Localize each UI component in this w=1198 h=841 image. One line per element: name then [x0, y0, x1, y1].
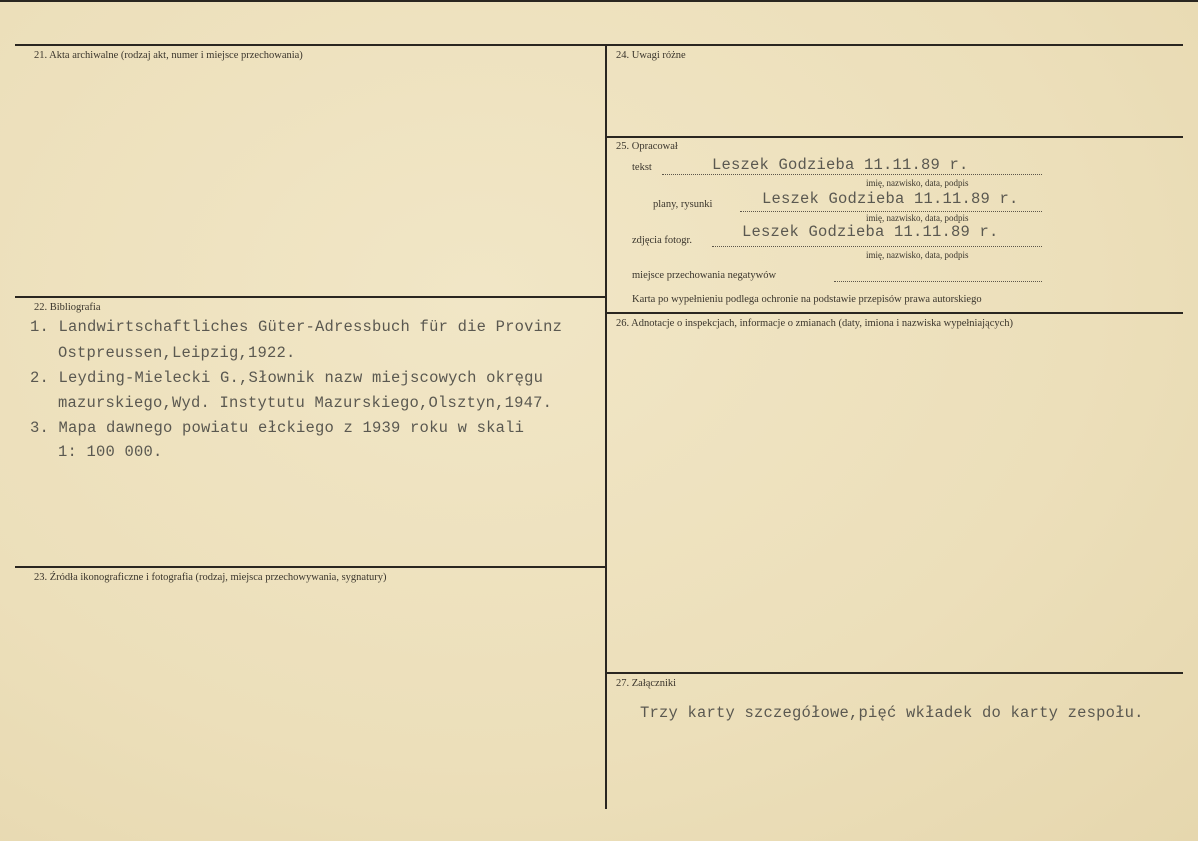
header-rule — [15, 44, 1183, 46]
plany-caption: imię, nazwisko, data, podpis — [866, 213, 969, 223]
bibliography-line: Ostpreussen,Leipzig,1922. — [58, 344, 296, 362]
section-22-label: 22. Bibliografia — [34, 302, 101, 313]
zdjecia-label: zdjęcia fotogr. — [632, 235, 693, 246]
top-border — [0, 0, 1198, 2]
bibliography-line: 3. Mapa dawnego powiatu ełckiego z 1939 roku w skali — [30, 419, 525, 437]
zdjecia-line — [712, 246, 1042, 247]
bibliography-line: mazurskiego,Wyd. Instytutu Mazurskiego,Olsztyn,1947. — [58, 394, 553, 412]
section-24-label: 24. Uwagi różne — [616, 50, 686, 61]
bibliography-line: 2. Leyding-Mielecki G.,Słownik nazw miejscowych okręgu — [30, 369, 544, 387]
rule-26-27 — [606, 672, 1183, 674]
rule-24-25 — [606, 136, 1183, 138]
zdjecia-value: Leszek Godzieba 11.11.89 r. — [742, 223, 999, 241]
section-21-label: 21. Akta archiwalne (rodzaj akt, numer i miejsce przechowania) — [34, 50, 303, 61]
plany-line — [740, 211, 1042, 212]
center-divider — [605, 44, 607, 809]
copyright-note: Karta po wypełnieniu podlega ochronie na podstawie przepisów prawa autorskiego — [632, 294, 982, 305]
tekst-label: tekst — [632, 162, 652, 173]
negatywy-label: miejsce przechowania negatywów — [632, 270, 777, 281]
tekst-value: Leszek Godzieba 11.11.89 r. — [712, 156, 969, 174]
negatywy-line — [834, 281, 1042, 282]
attachments-value: Trzy karty szczegółowe,pięć wkładek do karty zespołu. — [640, 704, 1144, 722]
tekst-line — [662, 174, 1042, 175]
tekst-caption: imię, nazwisko, data, podpis — [866, 178, 969, 188]
rule-22-23 — [15, 566, 607, 568]
bibliography-line: 1: 100 000. — [58, 443, 163, 461]
zdjecia-caption: imię, nazwisko, data, podpis — [866, 250, 969, 260]
plany-value: Leszek Godzieba 11.11.89 r. — [762, 190, 1019, 208]
section-26-label: 26. Adnotacje o inspekcjach, informacje o zmianach (daty, imiona i nazwiska wypełniających) — [616, 318, 1014, 329]
plany-label: plany, rysunki — [653, 199, 713, 210]
section-25-label: 25. Opracował — [616, 141, 678, 152]
rule-25-26 — [606, 312, 1183, 314]
section-27-label: 27. Załączniki — [616, 678, 677, 689]
rule-21-22 — [15, 296, 607, 298]
section-23-label: 23. Źródła ikonograficzne i fotografia (rodzaj, miejsca przechowywania, sygnatury) — [34, 572, 387, 583]
bibliography-line: 1. Landwirtschaftliches Güter-Adressbuch für die Provinz — [30, 318, 563, 336]
